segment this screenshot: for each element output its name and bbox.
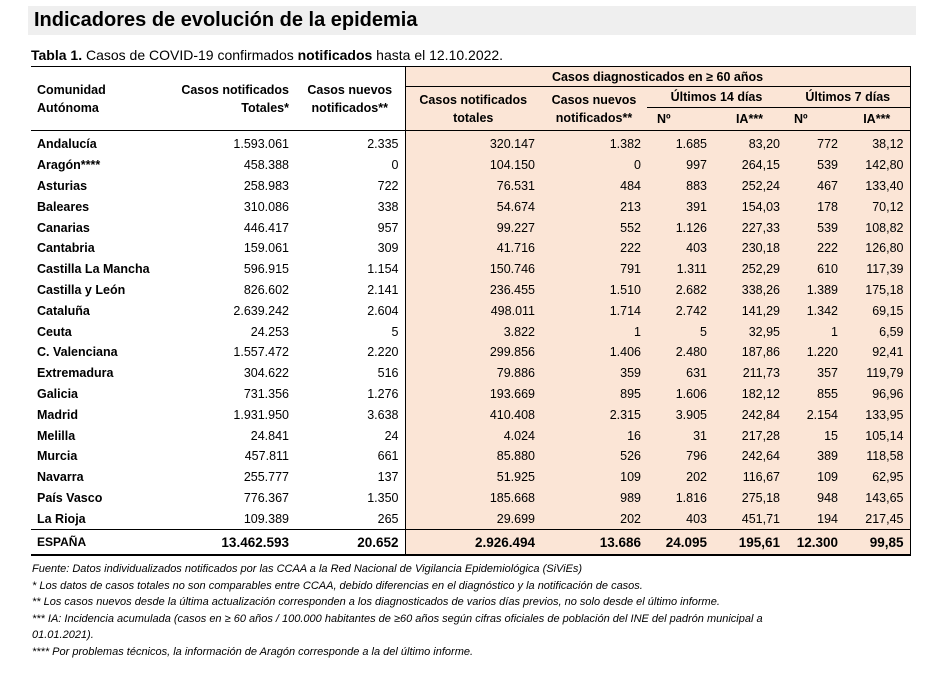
header-60-totales: Casos notificados totales (405, 87, 541, 131)
table-cell: 457.811 (244, 449, 289, 464)
table-row (31, 321, 910, 342)
table-cell: 458.388 (243, 158, 289, 173)
table-cell: 41.716 (405, 238, 541, 259)
table-cell: 70,12 (844, 196, 910, 217)
table-cell: 252,29 (713, 259, 786, 280)
table-cell: 99.227 (405, 217, 541, 238)
table-cell: 211,73 (713, 363, 786, 384)
table-cell: 217,28 (713, 425, 786, 446)
table-cell: 1.311 (647, 259, 713, 280)
table-cell: 338 (295, 196, 405, 217)
table-cell: 16 (541, 425, 647, 446)
table-cell: 1.154 (295, 259, 405, 280)
table-cell: 24.841 (250, 428, 289, 443)
table-cell: 2.154 (786, 404, 844, 425)
table-cell: 989 (541, 488, 647, 509)
table-cell: 265 (295, 508, 405, 529)
table-cell: 252,24 (713, 176, 786, 197)
table-cell: 410.408 (405, 404, 541, 425)
ccaa-name: Castilla La Mancha (37, 262, 150, 277)
ccaa-name: C. Valenciana (37, 345, 118, 360)
table-cell: 772 (786, 131, 844, 155)
table-cell: 15 (786, 425, 844, 446)
table-cell: 92,41 (844, 342, 910, 363)
header-ia7: IA*** (844, 108, 910, 131)
table-cell: 2.480 (647, 342, 713, 363)
table-cell: 109.389 (243, 511, 289, 526)
table-cell: 150.746 (405, 259, 541, 280)
header-totales: Casos notificados Totales* (163, 67, 295, 131)
table-cell: 451,71 (713, 508, 786, 529)
table-cell: 526 (541, 446, 647, 467)
table-row (31, 300, 910, 321)
table-row (31, 217, 910, 238)
table-cell: 126,80 (844, 238, 910, 259)
table-cell: 79.886 (405, 363, 541, 384)
table-cell: 484 (541, 176, 647, 197)
ccaa-name: Asturias (37, 178, 88, 193)
table-cell: 12.300 (786, 530, 844, 556)
header-ccaa: Comunidad Autónoma (31, 67, 163, 131)
table-row (31, 467, 910, 488)
table-cell: 108,82 (844, 217, 910, 238)
table-cell: 230,18 (713, 238, 786, 259)
caption-bold: notificados (297, 47, 373, 63)
page-title: Indicadores de evolución de la epidemia (34, 9, 418, 31)
table-row (31, 280, 910, 301)
cases-table-wrapper (31, 66, 911, 556)
table-cell: 997 (647, 155, 713, 176)
table-cell: 236.455 (405, 280, 541, 301)
table-cell: 137 (295, 467, 405, 488)
footnote: *** IA: Incidencia acumulada (casos en ≥ 60 años / 100.000 habitantes de ≥60 años según cifras oficiales de población del INE del padrón municipal a (32, 612, 763, 625)
footnotes (32, 561, 763, 660)
ccaa-name: Baleares (37, 199, 90, 214)
table-cell: 309 (295, 238, 405, 259)
table-cell: 159.061 (243, 241, 289, 256)
table-cell: 1.220 (786, 342, 844, 363)
table-cell: 32,95 (713, 321, 786, 342)
footnote: ** Los casos nuevos desde la última actualización corresponden a los diagnosticados de varios días previos, no solo desde el último informe. (32, 596, 720, 608)
table-cell: 359 (541, 363, 647, 384)
table-row (31, 363, 910, 384)
table-row (31, 238, 910, 259)
table-cell: 1.510 (541, 280, 647, 301)
table-cell: 1.557.472 (233, 345, 289, 360)
table-cell: 631 (647, 363, 713, 384)
ccaa-name: Aragón**** (37, 158, 101, 173)
table-cell: 69,15 (844, 300, 910, 321)
table-cell: 24.095 (647, 530, 713, 556)
table-cell: 299.856 (405, 342, 541, 363)
ccaa-name: Madrid (37, 407, 78, 422)
table-cell: 731.356 (243, 386, 289, 401)
table-cell: 178 (786, 196, 844, 217)
table-cell: 596.915 (243, 262, 289, 277)
table-cell: 310.086 (243, 199, 289, 214)
ccaa-name: Andalucía (37, 137, 97, 152)
ccaa-name: Ceuta (37, 324, 72, 339)
table-row (31, 155, 910, 176)
header-n7: Nº (786, 108, 844, 131)
table-cell: 222 (541, 238, 647, 259)
table-cell: 83,20 (713, 131, 786, 155)
table-row (31, 259, 910, 280)
table-cell: 264,15 (713, 155, 786, 176)
header-group-7: Últimos 7 días (786, 87, 910, 108)
table-cell: 3.905 (647, 404, 713, 425)
table-row (31, 446, 910, 467)
table-cell: 242,84 (713, 404, 786, 425)
table-cell: 194 (786, 508, 844, 529)
footnote: Fuente: Datos individualizados notificados por las CCAA a la Red Nacional de Vigilancia Epidemiológica (SiViEs) (32, 563, 583, 575)
table-cell: 610 (786, 259, 844, 280)
table-cell: 389 (786, 446, 844, 467)
table-cell: 722 (295, 176, 405, 197)
table-cell: 1.714 (541, 300, 647, 321)
table-cell: 391 (647, 196, 713, 217)
table-cell: 117,39 (844, 259, 910, 280)
table-cell: 119,79 (844, 363, 910, 384)
table-cell: 29.699 (405, 508, 541, 529)
table-cell: 142,80 (844, 155, 910, 176)
table-cell: 2.682 (647, 280, 713, 301)
table-cell: 2.220 (295, 342, 405, 363)
table-cell: 5 (647, 321, 713, 342)
table-cell: 1.406 (541, 342, 647, 363)
table-cell: 539 (786, 155, 844, 176)
ccaa-name: Castilla y León (37, 282, 126, 297)
ccaa-name: Extremadura (37, 366, 114, 381)
table-cell: 85.880 (405, 446, 541, 467)
table-cell: 193.669 (405, 384, 541, 405)
header-60-nuevos: Casos nuevos notificados** (541, 87, 647, 131)
table-cell: 24.253 (250, 324, 289, 339)
table-cell: 791 (541, 259, 647, 280)
table-cell: 357 (786, 363, 844, 384)
table-cell: 242,64 (713, 446, 786, 467)
ccaa-name: Canarias (37, 220, 90, 235)
ccaa-name: Navarra (37, 470, 84, 485)
table-cell: 13.686 (541, 530, 647, 556)
ccaa-name: La Rioja (37, 511, 86, 526)
table-cell: 133,95 (844, 404, 910, 425)
table-row (31, 404, 910, 425)
table-cell: 104.150 (405, 155, 541, 176)
table-cell: 826.602 (243, 282, 289, 297)
table-cell: 116,67 (713, 467, 786, 488)
table-cell: 1.593.061 (233, 137, 289, 152)
table-cell: 13.462.593 (163, 530, 295, 556)
table-cell: 2.335 (295, 131, 405, 155)
table-cell: 1.816 (647, 488, 713, 509)
table-cell: 1.606 (647, 384, 713, 405)
table-cell: 20.652 (295, 530, 405, 556)
table-cell: 2.742 (647, 300, 713, 321)
table-cell: 1 (786, 321, 844, 342)
table-cell: 3.822 (405, 321, 541, 342)
table-row (31, 196, 910, 217)
table-cell: 304.622 (243, 366, 289, 381)
caption-label: Tabla 1. (31, 47, 83, 63)
table-cell: 222 (786, 238, 844, 259)
table-cell: 2.926.494 (405, 530, 541, 556)
table-cell: 275,18 (713, 488, 786, 509)
table-cell: 539 (786, 217, 844, 238)
table-cell: 4.024 (405, 425, 541, 446)
table-row (31, 342, 910, 363)
table-cell: 76.531 (405, 176, 541, 197)
table-cell: 3.638 (295, 404, 405, 425)
table-cell: 202 (541, 508, 647, 529)
ccaa-name: Melilla (37, 428, 76, 443)
header-n14: Nº (647, 108, 713, 131)
title-bar (28, 6, 916, 35)
table-cell: 24 (295, 425, 405, 446)
table-cell: 109 (541, 467, 647, 488)
table-cell: 2.604 (295, 300, 405, 321)
table-cell: 796 (647, 446, 713, 467)
table-cell: 948 (786, 488, 844, 509)
table-cell: 2.141 (295, 280, 405, 301)
table-cell: 855 (786, 384, 844, 405)
table-cell: 1.342 (786, 300, 844, 321)
footnote: **** Por problemas técnicos, la información de Aragón corresponde a la del último informe. (32, 645, 474, 658)
table-row (31, 131, 910, 155)
header-nuevos: Casos nuevos notificados** (295, 67, 405, 131)
table-cell: 96,96 (844, 384, 910, 405)
footnote: 01.01.2021). (32, 629, 94, 641)
table-cell: 227,33 (713, 217, 786, 238)
table-cell: 1.382 (541, 131, 647, 155)
table-cell: 182,12 (713, 384, 786, 405)
table-cell: 446.417 (243, 220, 289, 235)
table-cell: 2.315 (541, 404, 647, 425)
table-cell: 6,59 (844, 321, 910, 342)
table-cell: 258.983 (243, 178, 289, 193)
table-cell: 467 (786, 176, 844, 197)
table-cell: 187,86 (713, 342, 786, 363)
table-cell: 957 (295, 217, 405, 238)
table-row (31, 384, 910, 405)
table-cell: 516 (295, 363, 405, 384)
ccaa-name: Cataluña (37, 303, 90, 318)
table-cell: 31 (647, 425, 713, 446)
table-cell: 1.126 (647, 217, 713, 238)
table-cell: 403 (647, 238, 713, 259)
table-cell: 5 (295, 321, 405, 342)
table-cell: 883 (647, 176, 713, 197)
table-cell: 51.925 (405, 467, 541, 488)
header-group-14: Últimos 14 días (647, 87, 786, 108)
table-cell: 1.276 (295, 384, 405, 405)
table-cell: 338,26 (713, 280, 786, 301)
table-cell: 54.674 (405, 196, 541, 217)
table-cell: 1.685 (647, 131, 713, 155)
ccaa-name: ESPAÑA (31, 530, 163, 556)
table-cell: 320.147 (405, 131, 541, 155)
table-cell: 213 (541, 196, 647, 217)
table-cell: 195,61 (713, 530, 786, 556)
table-cell: 895 (541, 384, 647, 405)
footnote: * Los datos de casos totales no son comparables entre CCAA, debido diferencias en el diagnóstico y la notificación de casos. (32, 579, 643, 592)
caption-pre: Casos de COVID-19 confirmados (82, 47, 298, 63)
table-body (31, 131, 910, 556)
table-cell: 175,18 (844, 280, 910, 301)
table-row (31, 508, 910, 529)
table-cell: 403 (647, 508, 713, 529)
header-group-60: Casos diagnosticados en ≥ 60 años (405, 67, 910, 87)
total-row (31, 530, 910, 556)
ccaa-name: País Vasco (37, 490, 103, 505)
table-cell: 552 (541, 217, 647, 238)
table-cell: 1.350 (295, 488, 405, 509)
table-cell: 255.777 (243, 470, 289, 485)
table-cell: 217,45 (844, 508, 910, 529)
table-cell: 776.367 (243, 490, 289, 505)
caption-post: hasta el 12.10.2022. (372, 47, 504, 63)
table-row (31, 425, 910, 446)
table-cell: 498.011 (405, 300, 541, 321)
table-cell: 133,40 (844, 176, 910, 197)
table-cell: 38,12 (844, 131, 910, 155)
table-caption (31, 47, 503, 63)
table-cell: 143,65 (844, 488, 910, 509)
ccaa-name: Cantabria (37, 241, 95, 256)
table-cell: 0 (295, 155, 405, 176)
table-cell: 1.931.950 (233, 407, 289, 422)
table-cell: 118,58 (844, 446, 910, 467)
table-cell: 185.668 (405, 488, 541, 509)
table-row (31, 488, 910, 509)
cases-table (31, 66, 911, 556)
header-ia14: IA*** (713, 108, 786, 131)
table-cell: 99,85 (844, 530, 910, 556)
table-cell: 661 (295, 446, 405, 467)
ccaa-name: Galicia (37, 386, 78, 401)
table-cell: 109 (786, 467, 844, 488)
table-cell: 141,29 (713, 300, 786, 321)
ccaa-name: Murcia (37, 449, 78, 464)
table-cell: 0 (541, 155, 647, 176)
table-cell: 105,14 (844, 425, 910, 446)
table-cell: 2.639.242 (233, 303, 289, 318)
table-cell: 1.389 (786, 280, 844, 301)
table-cell: 62,95 (844, 467, 910, 488)
table-cell: 1 (541, 321, 647, 342)
table-cell: 202 (647, 467, 713, 488)
table-cell: 154,03 (713, 196, 786, 217)
table-row (31, 176, 910, 197)
